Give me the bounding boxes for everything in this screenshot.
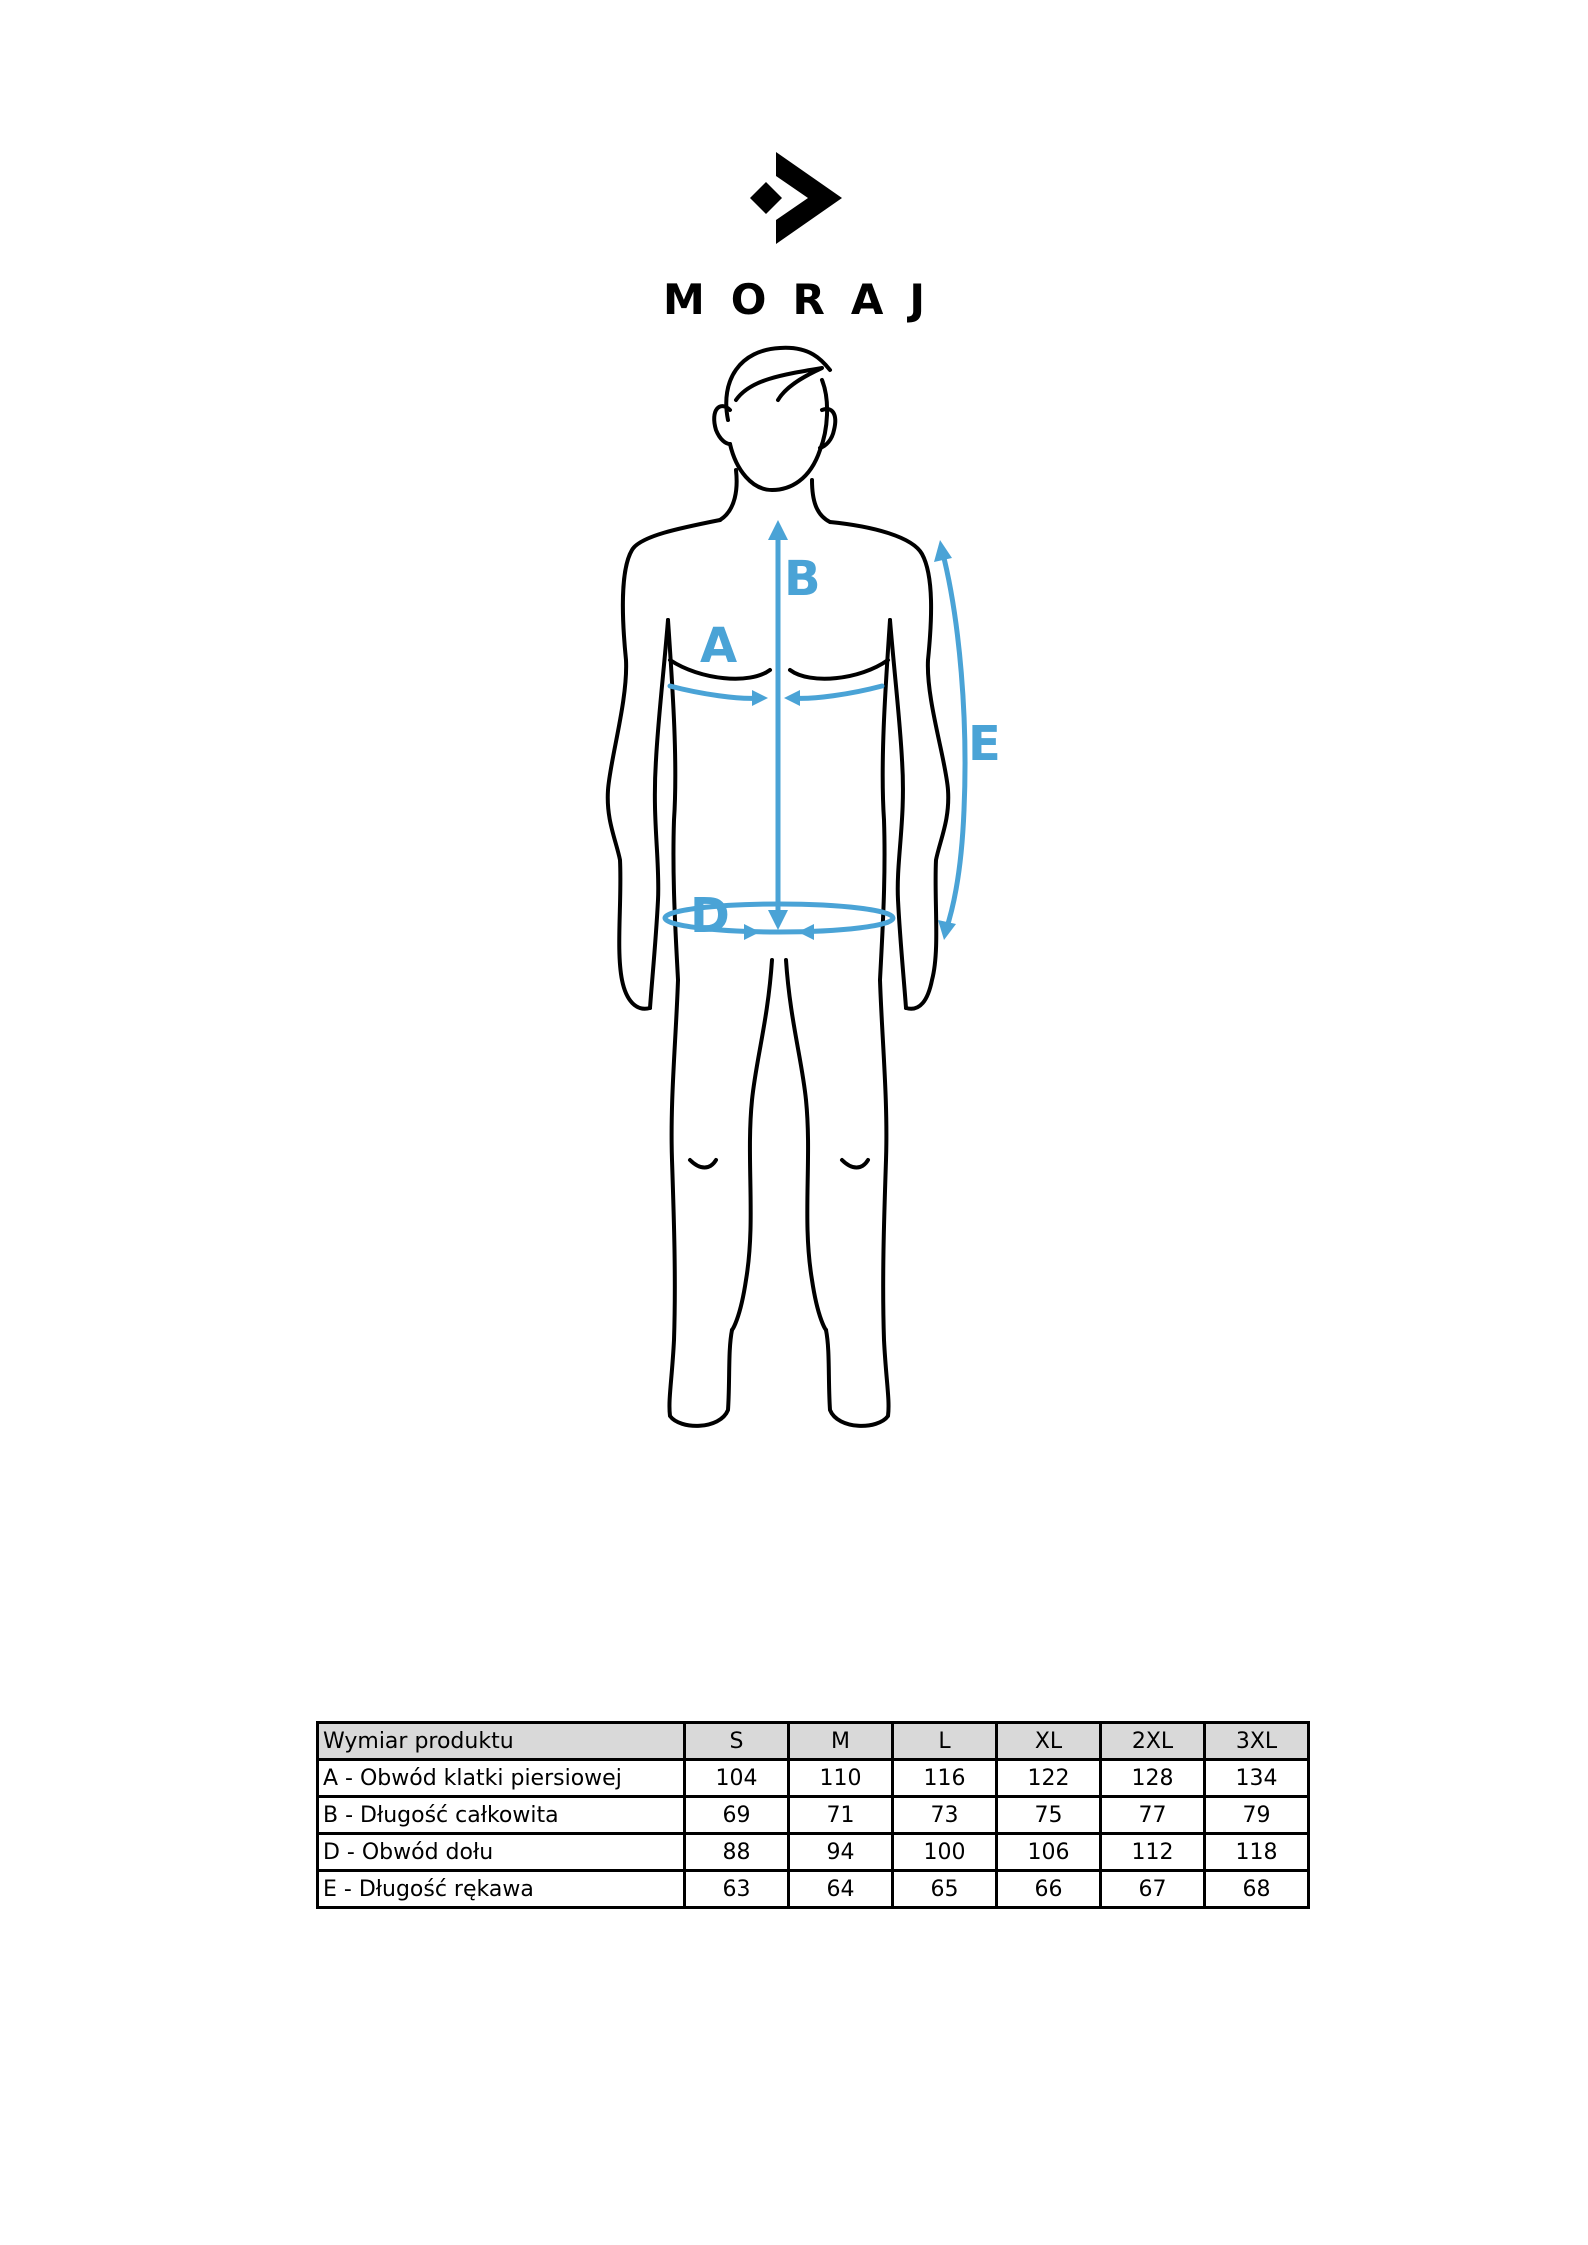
cell-value: 100 <box>893 1834 997 1871</box>
cell-value: 104 <box>685 1760 789 1797</box>
label-a: A <box>700 618 738 674</box>
cell-value: 77 <box>1101 1797 1205 1834</box>
arrow-up-right-icon <box>934 540 952 562</box>
arrow-left-icon <box>798 924 814 940</box>
cell-value: 110 <box>789 1760 893 1797</box>
arrow-right-icon <box>744 924 760 940</box>
logo-mark-icon <box>750 152 842 244</box>
header-size: M <box>789 1723 893 1760</box>
header-size: XL <box>997 1723 1101 1760</box>
table-row <box>318 1871 1309 1908</box>
arrow-right-icon <box>752 690 768 706</box>
cell-value: 106 <box>997 1834 1101 1871</box>
measure-a-arrow-right <box>792 686 882 698</box>
cell-value: 122 <box>997 1760 1101 1797</box>
row-label: E - Długość rękawa <box>318 1871 685 1908</box>
table-header-row <box>318 1723 1309 1760</box>
cell-value: 79 <box>1205 1797 1309 1834</box>
cell-value: 73 <box>893 1797 997 1834</box>
arrow-up-icon <box>768 520 788 540</box>
cell-value: 71 <box>789 1797 893 1834</box>
cell-value: 116 <box>893 1760 997 1797</box>
header-label: Wymiar produktu <box>318 1723 685 1760</box>
cell-value: 65 <box>893 1871 997 1908</box>
arrow-down-icon <box>768 910 788 930</box>
cell-value: 64 <box>789 1871 893 1908</box>
row-label: D - Obwód dołu <box>318 1834 685 1871</box>
label-e: E <box>968 716 1001 772</box>
cell-value: 67 <box>1101 1871 1205 1908</box>
cell-value: 63 <box>685 1871 789 1908</box>
measure-e-arc <box>942 550 965 930</box>
body-measurement-figure <box>560 340 1020 1540</box>
cell-value: 69 <box>685 1797 789 1834</box>
table-row <box>318 1760 1309 1797</box>
arrow-left-icon <box>784 690 800 706</box>
arrow-down-right-icon <box>938 920 956 940</box>
brand-name: MORAJ <box>663 275 951 324</box>
cell-value: 118 <box>1205 1834 1309 1871</box>
label-b: B <box>784 551 821 607</box>
cell-value: 66 <box>997 1871 1101 1908</box>
label-d: D <box>690 888 730 944</box>
header-size: 3XL <box>1205 1723 1309 1760</box>
measure-a-arrow-left <box>670 686 760 698</box>
cell-value: 112 <box>1101 1834 1205 1871</box>
cell-value: 128 <box>1101 1760 1205 1797</box>
table-row <box>318 1834 1309 1871</box>
header-size: S <box>685 1723 789 1760</box>
cell-value: 88 <box>685 1834 789 1871</box>
cell-value: 68 <box>1205 1871 1309 1908</box>
cell-value: 75 <box>997 1797 1101 1834</box>
row-label: A - Obwód klatki piersiowej <box>318 1760 685 1797</box>
cell-value: 94 <box>789 1834 893 1871</box>
header-size: L <box>893 1723 997 1760</box>
cell-value: 134 <box>1205 1760 1309 1797</box>
size-table <box>316 1721 1310 1909</box>
header-size: 2XL <box>1101 1723 1205 1760</box>
table-row <box>318 1797 1309 1834</box>
row-label: B - Długość całkowita <box>318 1797 685 1834</box>
